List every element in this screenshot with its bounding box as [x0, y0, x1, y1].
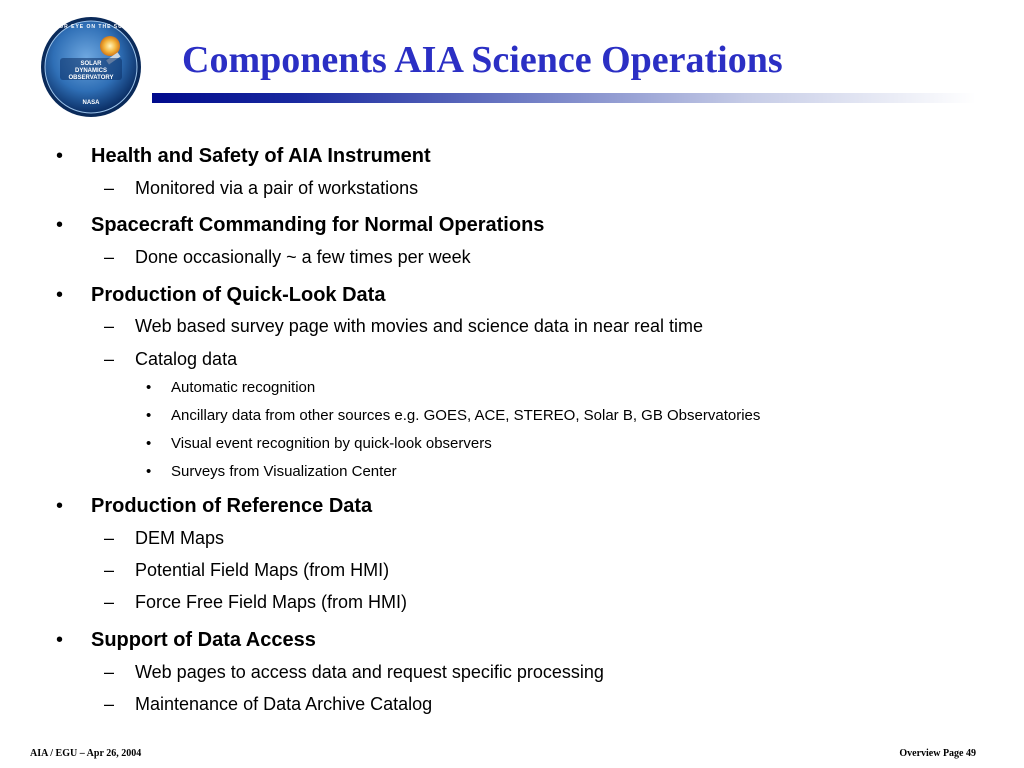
- sub-bullet-item-marker: –: [104, 694, 115, 714]
- sub-sub-bullet-item-text: Visual event recognition by quick-look observers: [171, 435, 492, 452]
- bullet-item-text: Production of Quick-Look Data: [91, 284, 386, 306]
- logo-text-line3: OBSERVATORY: [68, 75, 114, 81]
- sub-bullet-item-marker: –: [104, 178, 115, 198]
- logo-text-top: OUR EYE ON THE SUN: [54, 24, 128, 30]
- sub-bullet-item-text: Potential Field Maps (from HMI): [135, 560, 390, 580]
- footer-page-number: Overview Page 49: [899, 748, 976, 759]
- sub-sub-bullet-item-text: Ancillary data from other sources e.g. GOES, ACE, STEREO, Solar B, GB Observatories: [171, 407, 761, 424]
- logo-text-line2: DYNAMICS: [74, 68, 107, 74]
- sub-bullet-item-marker: –: [104, 662, 115, 682]
- sub-sub-bullet-item-text: Surveys from Visualization Center: [171, 463, 397, 480]
- bullet-item-marker: •: [56, 284, 64, 306]
- sub-sub-bullet-item-marker: •: [146, 379, 152, 396]
- bullet-item-marker: •: [56, 214, 64, 236]
- sub-sub-bullet-item-text: Automatic recognition: [171, 379, 316, 396]
- sub-sub-bullet-item-marker: •: [146, 435, 152, 452]
- sub-bullet-item-text: Catalog data: [135, 349, 238, 369]
- bullet-item-text: Health and Safety of AIA Instrument: [91, 145, 431, 167]
- sub-bullet-item-text: Done occasionally ~ a few times per week: [135, 247, 471, 267]
- logo-text-line1: SOLAR: [80, 61, 102, 67]
- slide-title: Components AIA Science Operations: [182, 39, 783, 81]
- bullet-item-marker: •: [56, 145, 64, 167]
- sub-bullet-item-marker: –: [104, 592, 115, 612]
- sub-bullet-item-text: Force Free Field Maps (from HMI): [135, 592, 408, 612]
- bullet-item-text: Support of Data Access: [91, 629, 316, 651]
- bullet-item-marker: •: [56, 629, 64, 651]
- logo-text-bottom: NASA: [82, 100, 100, 106]
- sub-bullet-item-marker: –: [104, 349, 115, 369]
- bullet-item-text: Production of Reference Data: [91, 495, 373, 517]
- sub-bullet-item-text: Web pages to access data and request specific processing: [135, 662, 604, 682]
- sub-bullet-item-marker: –: [104, 247, 115, 267]
- sub-bullet-item-text: Monitored via a pair of workstations: [135, 178, 419, 198]
- sub-bullet-item-marker: –: [104, 316, 115, 336]
- sub-sub-bullet-item-marker: •: [146, 463, 152, 480]
- footer-date: AIA / EGU – Apr 26, 2004: [30, 748, 142, 759]
- bullet-item-marker: •: [56, 495, 64, 517]
- sub-sub-bullet-item-marker: •: [146, 407, 152, 424]
- sub-bullet-item-marker: –: [104, 560, 115, 580]
- sub-bullet-item-marker: –: [104, 528, 115, 548]
- sub-bullet-item-text: Maintenance of Data Archive Catalog: [135, 694, 433, 714]
- sub-bullet-item-text: Web based survey page with movies and science data in near real time: [135, 316, 703, 336]
- bullet-item-text: Spacecraft Commanding for Normal Operations: [91, 214, 545, 236]
- sub-bullet-item-text: DEM Maps: [135, 528, 225, 548]
